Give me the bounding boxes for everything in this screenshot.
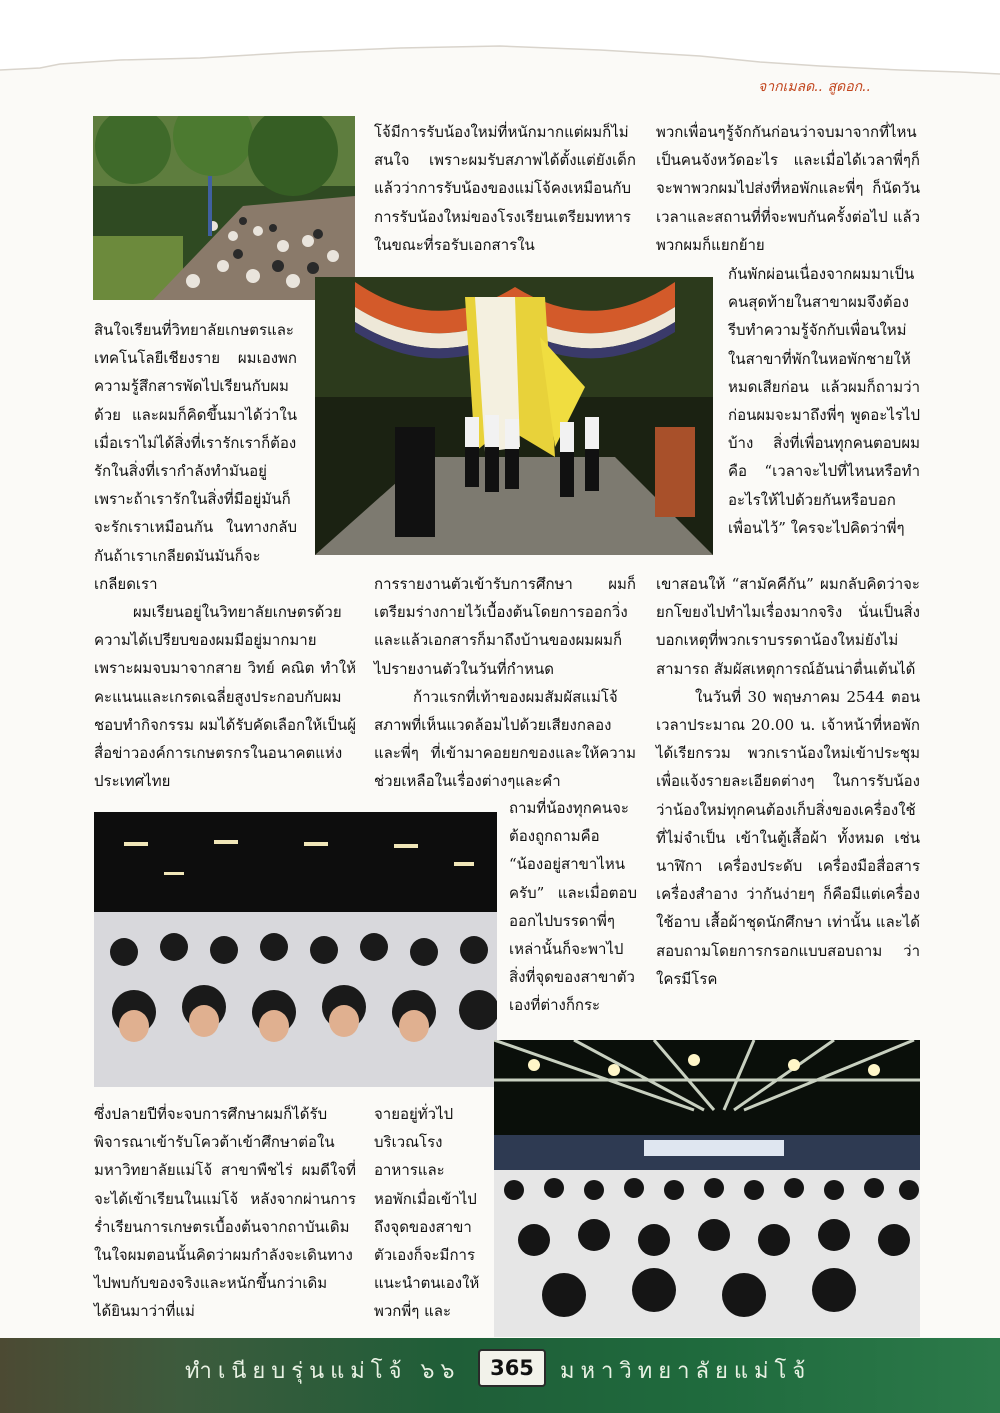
paragraph: ผมเรียนอยู่ในวิทยาลัยเกษตรด้วยความได้เปรียบของผมมีอยู่มากมาย เพราะผมจบมาจากสาย วิทย์ คณิต ทำให้คะแนนและเกรดเฉลี่ยสูงประกอบกับผมชอบทำกิจกรรม ผมได้รับคัดเลือกให้เป็นผู้สื่อข่าวองค์การเกษตรกรในอนาคตแห่งประเทศไทย — [94, 603, 356, 791]
article-text-col3-mid — [728, 260, 920, 542]
photo-assembly-hall — [494, 1040, 920, 1337]
article-text-col1-mid — [94, 316, 297, 598]
running-header: จากเมลด.. สูดอก.. — [758, 79, 871, 95]
page-footer — [0, 1338, 1000, 1413]
paragraph: จายอยู่ทั่วไปบริเวณโรงอาหารและหอพักเมื่อเข้าไปถึงจุดของสาขาตัวเองก็จะมีการแนะนำตนเองให้พวกพี่ๆ และ — [374, 1105, 480, 1321]
article-text-col2-top — [374, 118, 636, 259]
article-text-col2-bottom — [374, 1100, 480, 1326]
paragraph: ก้าวแรกที่เท้าของผมสัมผัสแม่โจ้สภาพที่เห็นแวดล้อมไปด้วยเสียงกลองและพี่ๆ ที่เข้ามาคอยยกของและให้ความช่วยเหลือในเรื่องต่างๆและคำ — [374, 687, 636, 791]
photo-flag-ceremony — [315, 277, 713, 555]
footer-university-name: มหาวิทยาลัยแม่โจ้ — [560, 1359, 812, 1384]
page-number: 365 — [478, 1349, 546, 1387]
paragraph: ซึ่งปลายปีที่จะจบการศึกษาผมก็ได้รับพิจารณาเข้ารับโควต้าเข้าศึกษาต่อในมหาวิทยาลัยแม่โจ้ สาขาพืชไร่ ผมดีใจที่จะได้เข้าเรียนในแม่โจ้ หลังจากผ่านการร่ำเรียนการเกษตรเบื้องต้นจากถาบันเดิม ในใจผมตอนนั้นคิดว่าผมกำลังจะเดินทางไปพบกับของจริงและหนักขึ้นกว่าเดิม ได้ยินมาว่าที่แม่ — [94, 1105, 356, 1321]
paragraph: ถามที่น้องทุกคนจะต้องถูกถามคือ “น้องอยู่สาขาไหนครับ” และเมื่อตอบออกไปบรรดาพี่ๆเหล่านั้นก็จะพาไปสิ่งที่จุดของสาขาตัวเองที่ต่างก็กระ — [509, 799, 637, 1015]
paragraph: เขาสอนให้ “สามัคคีกัน” ผมกลับคิดว่าจะยกโขยงไปทำไมเรื่องมากจริง นั่นเป็นสิ่งบอกเหตุที่พวกเราบรรดาน้องใหม่ยังไม่สามารถ สัมผัสเหตุการณ์อันน่าตื่นเต้นได้ — [656, 575, 920, 678]
photo-crowd-road — [93, 116, 355, 300]
footer-publication-title: ทำเนียบรุ่นแม่โจ้ ๖๖ — [185, 1359, 461, 1384]
paragraph: การรายงานตัวเข้ารับการศึกษา ผมก็เตรียมร่างกายไว้เบื้องต้นโดยการออกวิ่ง และแล้วเอกสารก็มาถึงบ้านของผมผมก็ไปรายงานตัวในวันที่กำหนด — [374, 575, 636, 678]
photo-seated-students — [94, 812, 497, 1087]
article-text-col1-low — [94, 598, 356, 795]
article-text-col1-bottom — [94, 1100, 356, 1326]
paragraph: สินใจเรียนที่วิทยาลัยเกษตรและเทคโนโลยีเชียงราย ผมเองพกความรู้สึกสารพัดไปเรียนกับผมด้วย และผมก็คิดขึ้นมาได้ว่าในเมื่อเราไม่ได้สิ่งที่เรารักเราก็ต้องรักในสิ่งที่เรากำลังทำมันอยู่เพราะถ้าเรารักในสิ่งที่มีอยู่มันก็จะรักเราเหมือนกัน ในทางกลับกันถ้าเราเกลียดมันมันก็จะเกลียดเรา — [94, 321, 297, 593]
article-text-col2-mid — [374, 570, 636, 796]
article-text-col3-top — [656, 118, 920, 259]
paragraph: ในวันที่ 30 พฤษภาคม 2544 ตอนเวลาประมาณ 20.00 น. เจ้าหน้าที่หอพักได้เรียกรวม พวกเราน้องใหม่เข้าประชุม เพื่อแจ้งรายละเอียดต่างๆ ในการรับน้อง ว่าน้องใหม่ทุกคนต้องเก็บสิ่งของเครื่องใช้ที่ไม่จำเป็น เข้าในตู้เสื้อผ้า ทั้งหมด เช่น นาฬิกา เครื่องประดับ เครื่องมือสื่อสาร เครื่องสำอาง ว่ากันง่ายๆ ก็คือมีแต่เครื่องใช้อาบ เสื้อผ้าชุดนักศึกษา เท่านั้น และได้สอบถามโดยการกรอกแบบสอบถาม ว่าใครมีโรค — [656, 687, 920, 988]
article-text-col2-narrow — [509, 794, 637, 1020]
paragraph: กันพักผ่อนเนื่องจากผมมาเป็นคนสุดท้ายในสาขาผมจึงต้องรีบทำความรู้จักกับเพื่อนใหม่ในสาขาที่พักในหอพักชายให้หมดเสียก่อน แล้วผมก็ถามว่าก่อนผมจะมาถึงพี่ๆ พูดอะไรไปบ้าง สิ่งที่เพื่อนทุกคนตอบผม คือ “เวลาจะไปที่ไหนหรือทำอะไรให้ไปด้วยกันหรือบอกเพื่อนไว้” ใครจะไปคิดว่าพี่ๆ — [728, 265, 920, 537]
paragraph: โจ้มีการรับน้องใหม่ที่หนักมากแต่ผมก็ไม่สนใจ เพราะผมรับสภาพได้ตั้งแต่ยังเด็กแล้วว่าการรับน้องของแม่โจ้คงเหมือนกับการรับน้องใหม่ของโรงเรียนเตรียมทหาร ในขณะที่รอรับเอกสารใน — [374, 123, 636, 254]
article-text-col3-low — [656, 570, 920, 993]
paragraph: พวกเพื่อนๆรู้จักกันก่อนว่าจบมาจากที่ไหน เป็นคนจังหวัดอะไร และเมื่อได้เวลาพี่ๆก็จะพาพวกผมไปส่งที่หอพักและพี่ๆ ก็นัดวันเวลาและสถานที่ที่จะพบกันครั้งต่อไป แล้วพวกผมก็แยกย้าย — [656, 123, 920, 254]
